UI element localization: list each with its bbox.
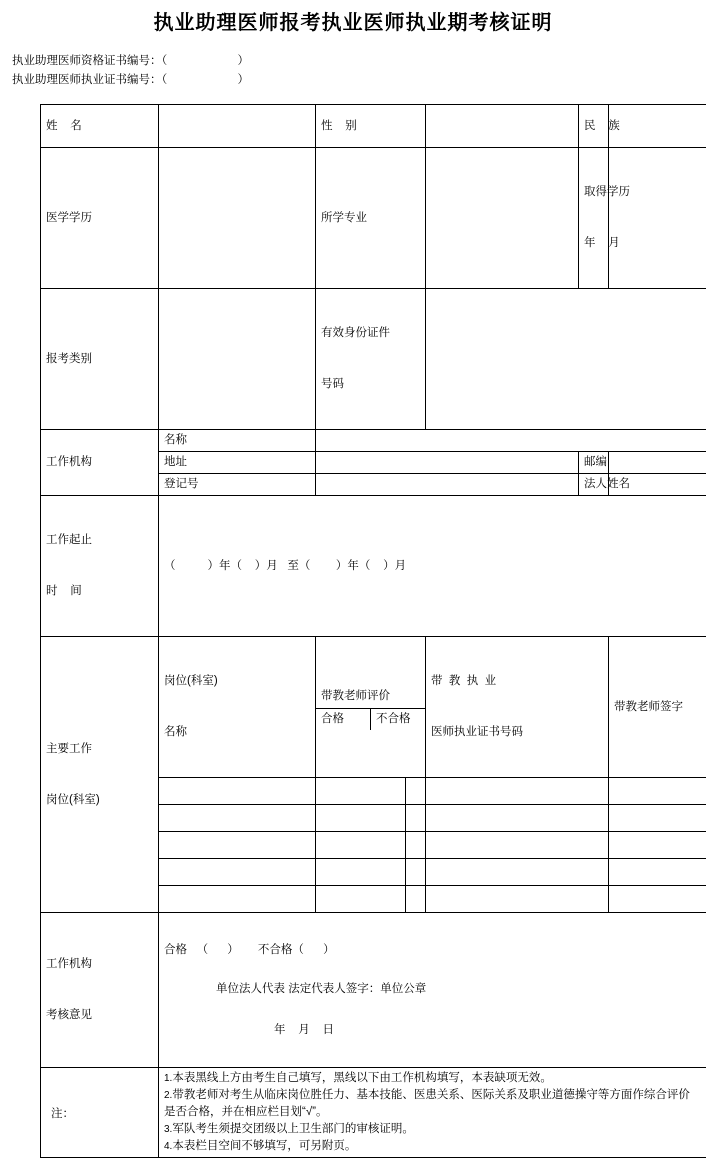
- row-identity-basic: [41, 105, 706, 148]
- field-degree-date-value[interactable]: [609, 148, 706, 289]
- field-work-period-value[interactable]: （ ）年（ ）月 至（ ）年（ ）月: [159, 496, 706, 637]
- header-evaluation-group: [316, 637, 426, 778]
- label-work-period: [41, 496, 159, 637]
- label-org-address: 地址: [159, 452, 316, 474]
- cell-license-number[interactable]: [426, 805, 609, 832]
- field-major-value[interactable]: [426, 148, 579, 289]
- cell-pass[interactable]: [316, 859, 406, 886]
- assessment-date-line[interactable]: 年 月 日: [164, 1022, 701, 1039]
- label-registration-number: 登记号: [159, 474, 316, 496]
- cell-post-name[interactable]: [159, 832, 316, 859]
- cell-fail[interactable]: [406, 778, 426, 805]
- label-degree-date-line1: 取得学历: [584, 184, 603, 201]
- header-post-name-line2: 名称: [164, 724, 310, 741]
- label-gender: 性 别: [316, 105, 426, 148]
- qualification-certificate-number-line: 执业助理医师资格证书编号：（ ）: [12, 52, 706, 71]
- field-id-number-value[interactable]: [426, 289, 706, 430]
- note-number: 1.: [164, 1073, 172, 1084]
- cell-fail[interactable]: [406, 859, 426, 886]
- certification-form-table: [40, 104, 706, 1158]
- page-title: 执业助理医师报考执业医师执业期考核证明: [0, 0, 706, 38]
- cell-fail[interactable]: [406, 886, 426, 913]
- field-medical-education-value[interactable]: [159, 148, 316, 289]
- row-work-period: [41, 496, 706, 637]
- cell-license-number[interactable]: [426, 778, 609, 805]
- label-work-organization: 工作机构: [41, 430, 159, 496]
- header-post-name-line1: 岗位(科室): [164, 673, 310, 690]
- label-apply-type: 报考类别: [41, 289, 159, 430]
- note-item: [164, 1070, 701, 1087]
- cell-post-name[interactable]: [159, 859, 316, 886]
- label-name: 姓 名: [41, 105, 159, 148]
- note-number: 4.: [164, 1141, 172, 1152]
- cell-pass[interactable]: [316, 832, 406, 859]
- cell-post-name[interactable]: [159, 886, 316, 913]
- field-org-name-value[interactable]: [316, 430, 706, 452]
- cell-pass[interactable]: [316, 886, 406, 913]
- field-postcode-value[interactable]: [609, 452, 706, 474]
- row-assessment-opinion: [41, 913, 706, 1068]
- notes-body: [159, 1068, 706, 1158]
- label-org-name: 名称: [159, 430, 316, 452]
- label-id-number: [316, 289, 426, 430]
- note-item: [164, 1121, 701, 1138]
- field-registration-number-value[interactable]: [316, 474, 579, 496]
- header-license-number-line2: 医师执业证书号码: [431, 724, 603, 741]
- label-legal-person-name: 法人姓名: [579, 474, 609, 496]
- header-evaluation: 带教老师评价: [316, 684, 425, 709]
- label-work-period-line2: 时 间: [46, 583, 153, 600]
- label-main-posts-line2: 岗位(科室): [46, 792, 153, 809]
- cell-license-number[interactable]: [426, 886, 609, 913]
- field-name-value[interactable]: [159, 105, 316, 148]
- row-org-name: [41, 430, 706, 452]
- note-text: 军队考生须提交团级以上卫生部门的审核证明。: [172, 1123, 414, 1135]
- label-main-posts-line1: 主要工作: [46, 741, 153, 758]
- cell-signature[interactable]: [609, 832, 706, 859]
- cell-signature[interactable]: [609, 859, 706, 886]
- label-main-posts: [41, 637, 159, 913]
- field-org-address-value[interactable]: [316, 452, 579, 474]
- header-post-name: [159, 637, 316, 778]
- cell-fail[interactable]: [406, 832, 426, 859]
- header-teacher-signature: 带教老师签字: [609, 637, 706, 778]
- cell-post-name[interactable]: [159, 805, 316, 832]
- note-text: 带教老师对考生从临床岗位胜任力、基本技能、医患关系、医际关系及职业道德操守等方面作综合评价是否合格，并在相应栏目划“√”。: [164, 1089, 690, 1118]
- cell-license-number[interactable]: [426, 859, 609, 886]
- assessment-opinion-body: [159, 913, 706, 1068]
- cell-signature[interactable]: [609, 886, 706, 913]
- label-work-period-line1: 工作起止: [46, 532, 153, 549]
- note-number: 3.: [164, 1124, 172, 1135]
- cell-pass[interactable]: [316, 805, 406, 832]
- note-number: 2.: [164, 1090, 172, 1101]
- label-assessment-opinion: [41, 913, 159, 1068]
- header-fail: 不合格: [371, 709, 426, 731]
- label-id-number-line2: 号码: [321, 376, 420, 393]
- note-text: 本表黑线上方由考生自己填写，黑线以下由工作机构填写，本表缺项无效。: [172, 1072, 552, 1084]
- note-text: 本表栏目空间不够填写，可另附页。: [172, 1140, 356, 1152]
- note-item: [164, 1087, 701, 1121]
- header-pass: 合格: [316, 709, 371, 731]
- label-degree-date-line2: 年 月: [584, 235, 603, 252]
- field-ethnicity-value[interactable]: [609, 105, 706, 148]
- field-apply-type-value[interactable]: [159, 289, 316, 430]
- label-medical-education: 医学学历: [41, 148, 159, 289]
- field-gender-value[interactable]: [426, 105, 579, 148]
- label-notes: 注：: [41, 1068, 159, 1158]
- cell-post-name[interactable]: [159, 778, 316, 805]
- cell-fail[interactable]: [406, 805, 426, 832]
- label-major: 所学专业: [316, 148, 426, 289]
- cell-signature[interactable]: [609, 778, 706, 805]
- note-item: [164, 1138, 701, 1155]
- header-license-number-line1: 带 教 执 业: [431, 673, 603, 690]
- label-ethnicity: 民 族: [579, 105, 609, 148]
- assessment-result-line[interactable]: 合格 （ ） 不合格（ ）: [164, 942, 701, 959]
- practice-certificate-number-line: 执业助理医师执业证书编号：（ ）: [12, 71, 706, 90]
- row-education: [41, 148, 706, 289]
- label-postcode: 邮编: [579, 452, 609, 474]
- cell-license-number[interactable]: [426, 832, 609, 859]
- row-notes: [41, 1068, 706, 1158]
- label-assessment-opinion-line1: 工作机构: [46, 956, 153, 973]
- row-apply-type: [41, 289, 706, 430]
- certificate-number-block: [0, 52, 706, 90]
- label-assessment-opinion-line2: 考核意见: [46, 1007, 153, 1024]
- label-degree-date: [579, 148, 609, 289]
- label-id-number-line1: 有效身份证件: [321, 325, 420, 342]
- cell-pass[interactable]: [316, 778, 406, 805]
- assessment-signature-line: 单位法人代表 法定代表人签字：单位公章: [164, 981, 701, 998]
- row-main-posts-header: [41, 637, 706, 778]
- cell-signature[interactable]: [609, 805, 706, 832]
- header-license-number: [426, 637, 609, 778]
